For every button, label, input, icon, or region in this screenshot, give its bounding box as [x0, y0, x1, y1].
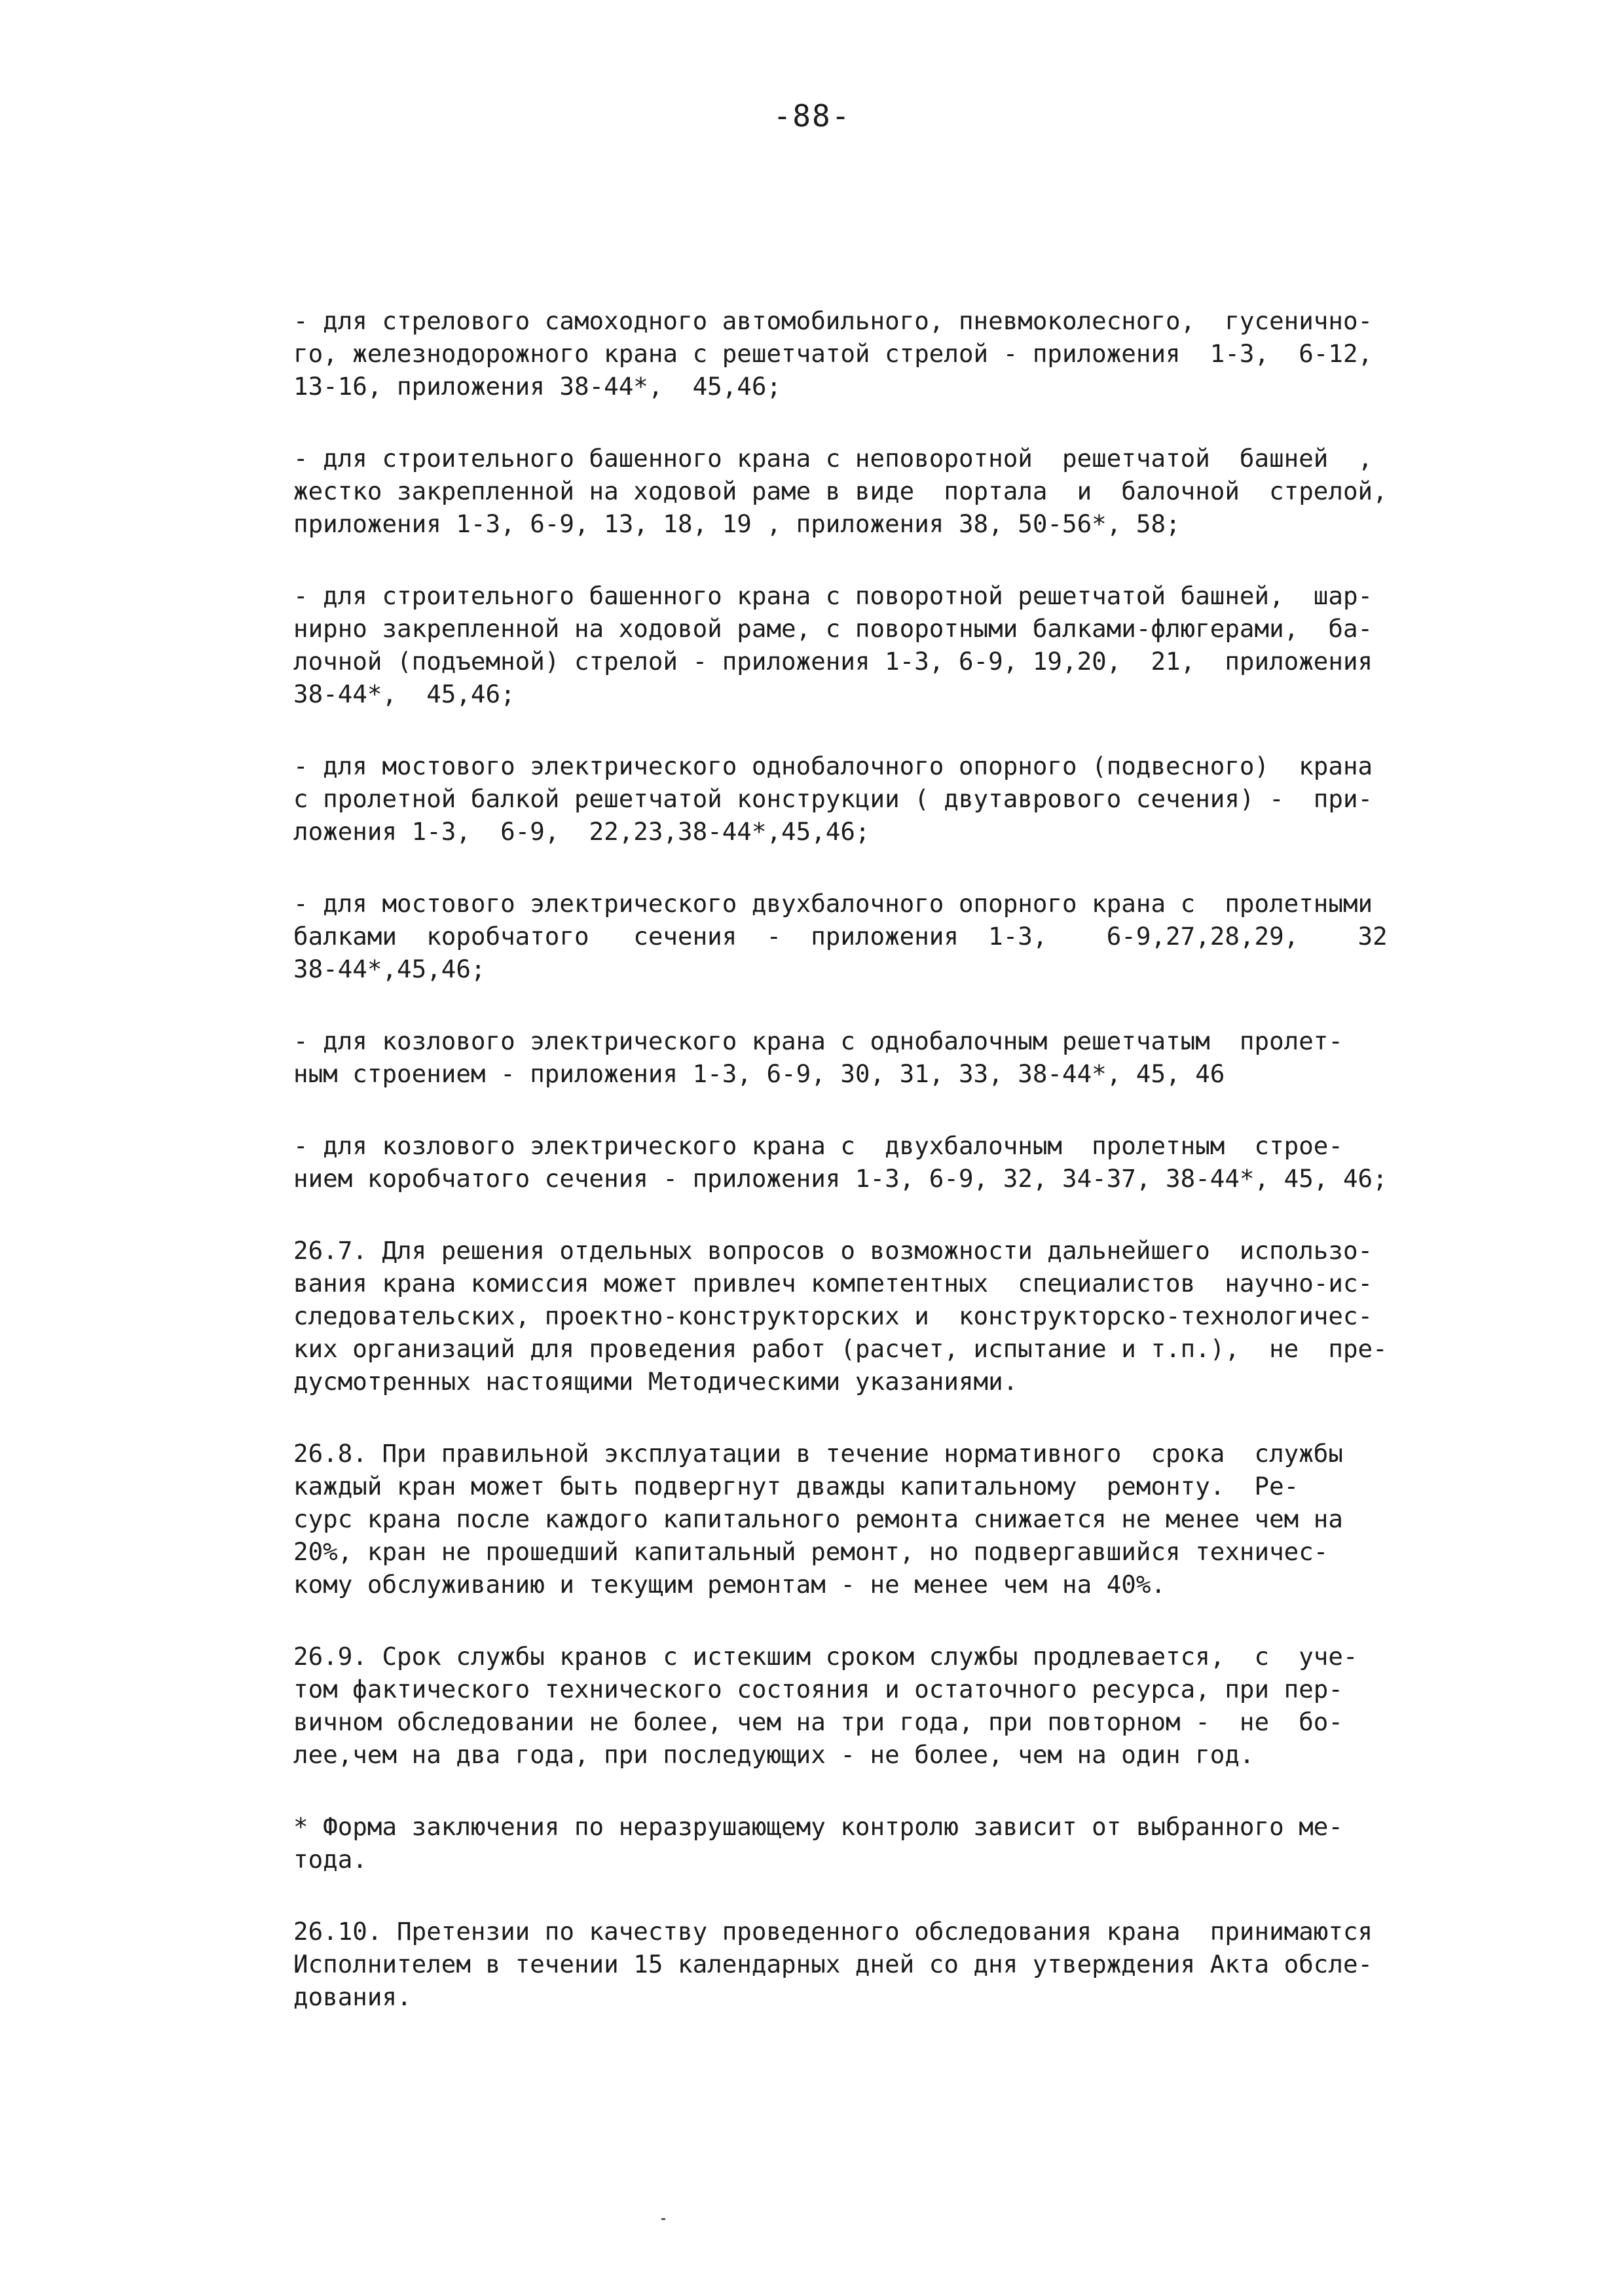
text-line: сурс крана после каждого капитального ремонта снижается не менее чем на — [293, 1504, 1343, 1533]
text-line: ным строением - приложения 1-3, 6-9, 30, 31, 33, 38-44*, 45, 46 — [293, 1059, 1225, 1088]
text-line: жестко закрепленной на ходовой раме в виде портала и балочной стрелой, — [293, 477, 1388, 505]
paragraph-26-7 — [293, 1234, 1433, 1398]
paragraph-bridge-crane-double — [293, 887, 1433, 985]
text-line: - для строительного башенного крана с неповоротной решетчатой башней , — [293, 444, 1373, 473]
text-line: с пролетной балкой решетчатой конструкции ( двутаврового сечения) - при- — [293, 784, 1373, 813]
text-line: дусмотренных настоящими Методическими указаниями. — [293, 1367, 1018, 1396]
text-line: го, железнодорожного крана с решетчатой стрелой - приложения 1-3, 6-12, — [293, 339, 1373, 368]
text-line: - для стрелового самоходного автомобильного, пневмоколесного, гусенично- — [293, 306, 1373, 335]
text-line: кому обслуживанию и текущим ремонтам - не менее чем на 40%. — [293, 1570, 1166, 1599]
text-line: следовательских, проектно-конструкторских и конструкторско-технологичес- — [293, 1302, 1373, 1330]
text-line: - для козлового электрического крана с двухбалочным пролетным строе- — [293, 1131, 1343, 1160]
paragraph-26-10 — [293, 1915, 1433, 2013]
text-line: приложения 1-3, 6-9, 13, 18, 19 , приложения 38, 50-56*, 58; — [293, 509, 1181, 538]
text-line: - для мостового электрического однобалочного опорного (подвесного) крана — [293, 752, 1373, 780]
scan-speck — [661, 2218, 665, 2220]
paragraph-26-8 — [293, 1437, 1433, 1601]
text-line: 26.10. Претензии по качеству проведенного обследования крана принимаются — [293, 1917, 1373, 1946]
text-line: ложения 1-3, 6-9, 22,23,38-44*,45,46; — [293, 817, 870, 846]
text-line: 20%, кран не прошедший капитальный ремонт, но подвергавшийся техничес- — [293, 1537, 1329, 1566]
text-line: 38-44*, 45,46; — [293, 680, 515, 708]
paragraph-gantry-crane-single — [293, 1025, 1433, 1090]
text-line: лочной (подъемной) стрелой - приложения 1-3, 6-9, 19,20, 21, приложения — [293, 647, 1373, 676]
document-body — [293, 304, 1433, 2052]
text-line: дования. — [293, 1982, 412, 2011]
text-line: - для козлового электрического крана с однобалочным решетчатым пролет- — [293, 1027, 1343, 1055]
text-line: 38-44*,45,46; — [293, 955, 486, 983]
text-line: 26.8. При правильной эксплуатации в течение нормативного срока службы — [293, 1439, 1343, 1468]
text-line: тода. — [293, 1845, 367, 1874]
text-line: вания крана комиссия может привлеч компетентных специалистов научно-ис- — [293, 1269, 1373, 1298]
footnote-ndt-conclusion — [293, 1810, 1433, 1876]
text-line: - для мостового электрического двухбалочного опорного крана с пролетными — [293, 889, 1373, 918]
paragraph-tower-crane-fixed — [293, 442, 1433, 540]
paragraph-gantry-crane-double — [293, 1129, 1433, 1195]
paragraph-tower-crane-rotating — [293, 579, 1433, 710]
text-line: нирно закрепленной на ходовой раме, с поворотными балками-флюгерами, ба- — [293, 614, 1373, 643]
text-line: том фактического технического состояния и остаточного ресурса, при пер- — [293, 1675, 1343, 1704]
text-line: - для строительного башенного крана с поворотной решетчатой башней, шар- — [293, 581, 1373, 610]
text-line: вичном обследовании не более, чем на три года, при повторном - не бо- — [293, 1707, 1343, 1736]
text-line: * Форма заключения по неразрушающему контролю зависит от выбранного ме- — [293, 1812, 1343, 1841]
text-line: 26.7. Для решения отдельных вопросов о возможности дальнейшего использо- — [293, 1236, 1373, 1265]
paragraph-bridge-crane-single — [293, 750, 1433, 848]
text-line: каждый кран может быть подвергнут дважды капитальному ремонту. Ре- — [293, 1472, 1299, 1501]
text-line: ких организаций для проведения работ (расчет, испытание и т.п.), не пре- — [293, 1334, 1388, 1363]
text-line: балками коробчатого сечения - приложения 1-3, 6-9,27,28,29, 32 — [293, 922, 1388, 951]
text-line: лее,чем на два года, при последующих - не более, чем на один год. — [293, 1740, 1255, 1769]
text-line: 26.9. Срок службы кранов с истекшим сроком службы продлевается, с уче- — [293, 1642, 1358, 1671]
text-line: Исполнителем в течении 15 календарных дней со дня утверждения Акта обсле- — [293, 1950, 1373, 1978]
paragraph-crane-mobile — [293, 304, 1433, 403]
text-line: нием коробчатого сечения - приложения 1-3, 6-9, 32, 34-37, 38-44*, 45, 46; — [293, 1164, 1388, 1193]
text-line: 13-16, приложения 38-44*, 45,46; — [293, 372, 782, 401]
paragraph-26-9 — [293, 1640, 1433, 1771]
page-number: -88- — [773, 98, 851, 134]
